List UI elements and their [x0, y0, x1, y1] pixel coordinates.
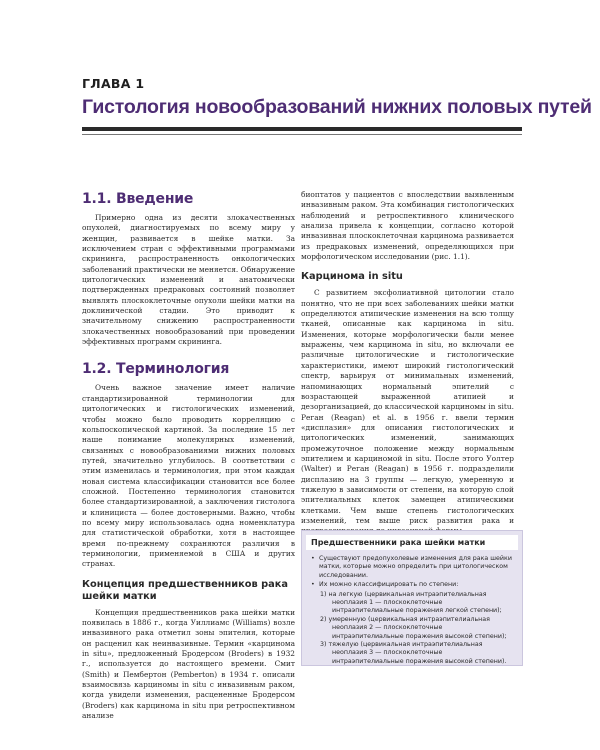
- summary-subitem-3: 3) тяжелую (цервикальная интраэпителиальная неоплазия 3 — плоскоклеточные интраэпителиальные поражения высокой степени).: [320, 641, 507, 665]
- chapter-title: Гистология новообразований нижних половых путей: [82, 96, 592, 118]
- summary-box-title: Предшественники рака шейки матки: [306, 535, 518, 550]
- summary-box: [301, 530, 523, 666]
- paragraph-continuation: биоптатов у пациентов с впоследствии выявленным инвазивным раком. Эта комбинация гистологических наблюдений и ретроспективного клинического анализа привела к концепции, согласно которой инвазивная плоскоклеточная карцинома развивается из предраковых изменений, определяющихся при морфологическом исследовании (рис. 1.1).: [301, 190, 514, 262]
- summary-bullet-1: • Существуют предопухолевые изменения для рака шейки матки, которые можно определить при цитологическом исследовании.: [310, 555, 515, 580]
- paragraph-precursor-concept: Концепция предшественников рака шейки матки появилась в 1886 г., когда Уиллиамс (Williams) возле инвазивного рака отметил зоны эпителия, которые он расценил как неинвазивные. Термин «карцинома in situ», предложенный Бродерсом (Broders) в 1932 г., используется до настоящего времени. Смит (Smith) и Пембертон (Pemberton) в 1934 г. описали взаимосвязь карциномы in situ с инвазивным раком, когда увидели изменения, расцененные Бродерсом (Broders) как карцинома in situ при ретроспективном анализе: [82, 607, 295, 721]
- subheading-precursor-concept: Концепция предшественников рака шейки матки: [82, 578, 289, 602]
- paragraph-introduction: Примерно одна из десяти злокачественных опухолей, диагностируемых по всему миру у женщин, развивается в шейке матки. За исключением стран с эффективными программами скрининга, распространенность онкологических заболеваний практически не меняется. Обнаружение цитологических изменений и анатомически подтвержденных предраковых состояний позволяет выявлять плоскоклеточные опухоли шейки матки на доклинической стадии. Это приводит к значительному снижению распространенности злокачественных новообразований при проведении эффективных программ скрининга.: [82, 213, 295, 347]
- chapter-label: ГЛАВА 1: [82, 76, 145, 91]
- summary-bullet-2: • Их можно классифицировать по степени:: [310, 581, 515, 589]
- paragraph-terminology: Очень важное значение имеет наличие стандартизированной терминологии для цитологических и гистологических изменений, чтобы можно было проводить корреляцию с кольпоскопической картиной. За последние 15 лет наше понимание молекулярных изменений, связанных с новообразованиями нижних половых путей, значительно углубилось. В соответствии с этим изменилась и терминология, при этом каждая новая система классификации становится все более сложной. Постепенно терминология становится более стандартизированной, а заключения гистолога и клинициста — более достоверными. Важно, чтобы по всему миру использовалась одна номенклатура для статистической обработки, хотя в настоящее время по-прежнему сохраняются различия в терминологии, применяемой в США и других странах.: [82, 383, 295, 569]
- section-heading-introduction: 1.1. Введение: [82, 191, 194, 207]
- section-heading-terminology: 1.2. Терминология: [82, 361, 230, 378]
- summary-subitem-2: 2) умеренную (цервикальная интраэпителиальная неоплазия 2 — плоскоклеточные интраэпителиальные поражения высокой степени);: [320, 615, 507, 640]
- paragraph-carcinoma-in-situ: С развитием эксфолиативной цитологии стало понятно, что не при всех заболеваниях шейки матки определяются атипические изменения на всю толщу тканей, описанные как карцинома in situ. Изменения, которые морфологически были менее выражены, чем карцинома in situ, но включали ее различные цитологические и гистологические характеристики, имеют широкий гистологический спектр, варьируя от минимальных изменений, напоминающих нормальный эпителий с возрастающей выраженной атипией и дезорганизацией, до классической карциномы in situ. Реган (Reagan) et al. в 1956 г. ввели термин «дисплазия» для описания гистологических и цитологических изменений, занимающих промежуточное положение между нормальным эпителием и карциномой in situ. После этого Уолтер (Walter) и Реган (Reagan) в 1956 г. подразделили дисплазию на 3 группы — легкую, умеренную и тяжелую в зависимости от степени, на которую слой эпителиальных клеток замещен атипическими клетками. Чем выше степень гистологических изменений, тем выше риск развития рака и: [301, 288, 514, 525]
- summary-sublist: [310, 591, 515, 667]
- title-rule-thick: [82, 127, 522, 131]
- left-column: [82, 190, 295, 721]
- summary-subitem-1: 1) на легкую (цервикальная интраэпителиальная неоплазия 1 — плоскоклеточные интраэпителиальные поражения легкой степени);: [320, 590, 502, 615]
- title-rule-thin: [82, 134, 522, 135]
- subheading-carcinoma-in-situ: Карцинома in situ: [301, 271, 403, 283]
- right-column: [301, 190, 514, 537]
